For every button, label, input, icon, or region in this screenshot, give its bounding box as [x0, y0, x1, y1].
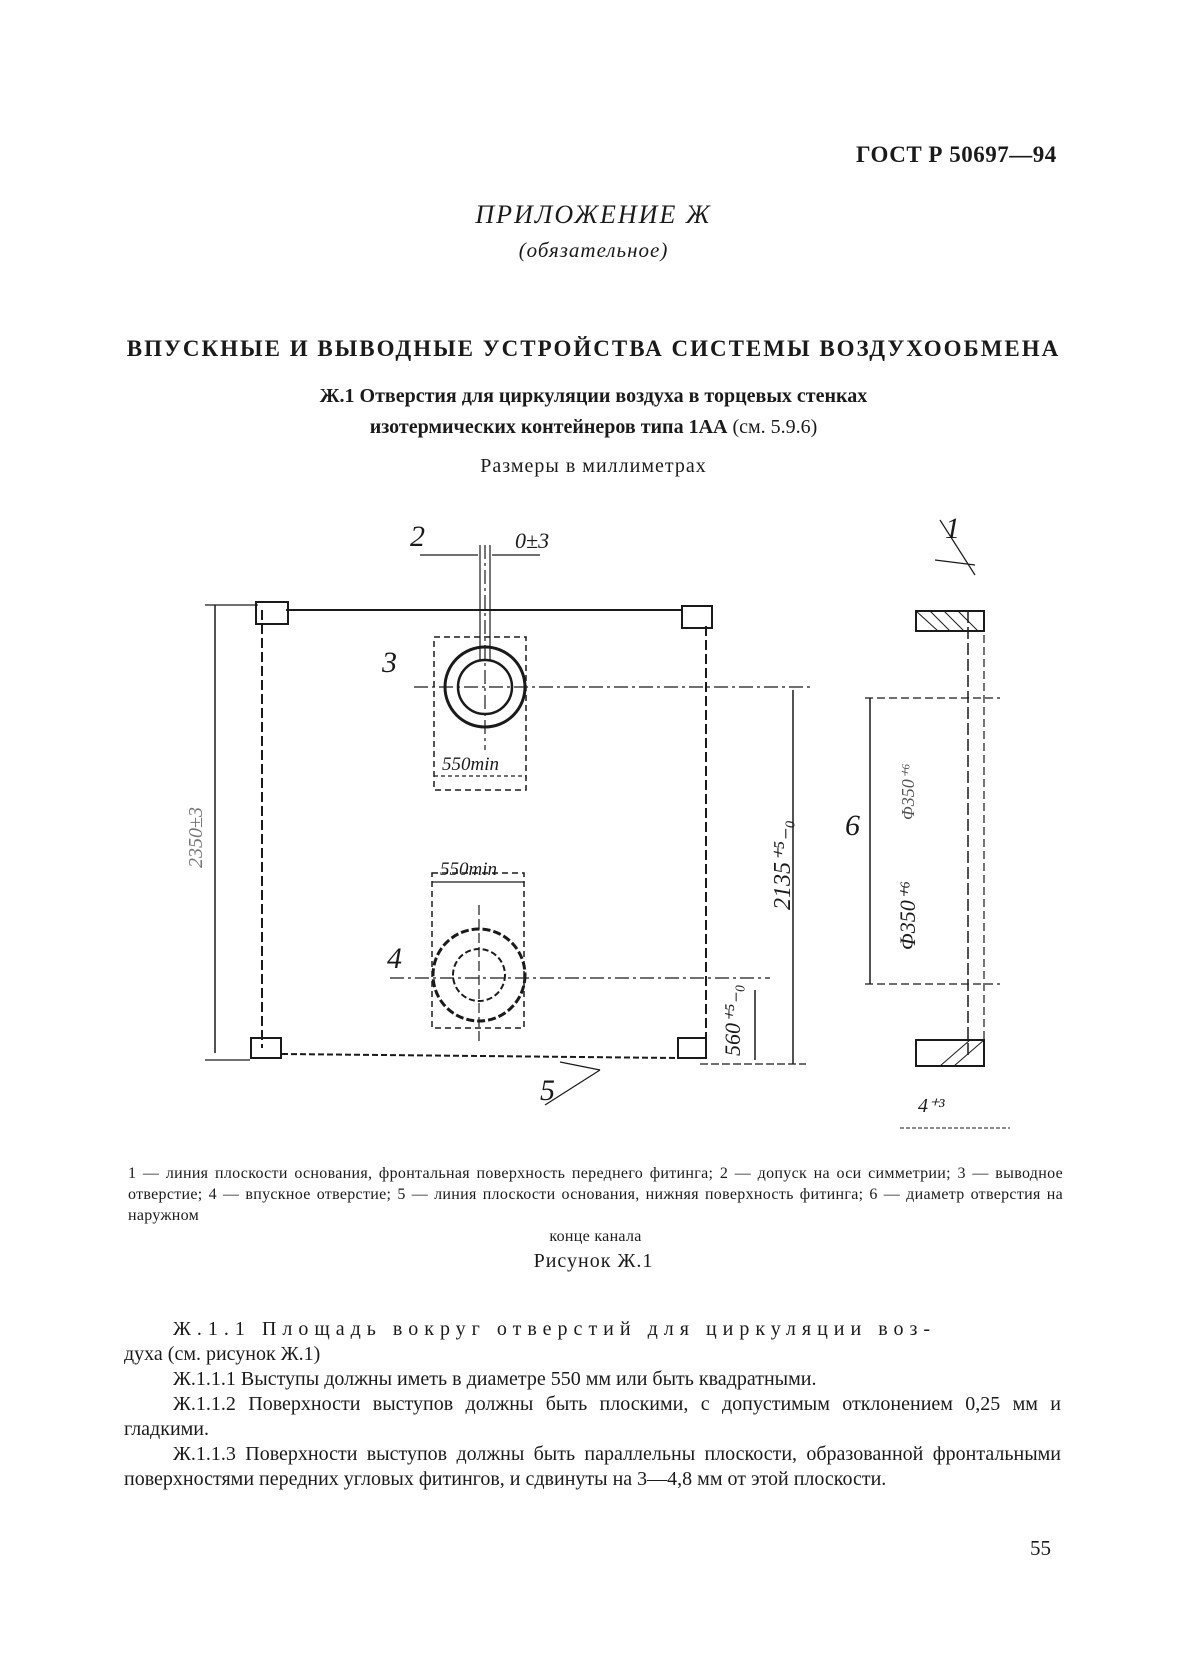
paragraph-1-spaced: Ж.1.1 Площадь вокруг отверстий для циркуляции воз- [173, 1318, 937, 1340]
side-bottom-fitting [916, 1040, 984, 1066]
figure-caption [128, 1163, 1063, 1247]
callout-1: 1 [945, 512, 960, 545]
corner-fitting-top-right [682, 606, 712, 628]
side-top-fitting [916, 611, 984, 631]
subtitle-line-2-text: изотермических контейнеров типа 1АА [369, 416, 728, 438]
dim-lower-width: 550min [440, 859, 497, 880]
subtitle-line-1: Ж.1 Отверстия для циркуляции воздуха в торцевых стенках [319, 385, 868, 407]
body-text [124, 1317, 1061, 1492]
dim-upper-width: 550min [442, 754, 499, 775]
callout-2: 2 [410, 520, 425, 553]
dim-height-left: 2350±3 [185, 807, 207, 868]
appendix-status: (обязательное) [518, 238, 669, 262]
panel-bottom-edge [282, 1054, 678, 1058]
dim-side-c: 4⁺³ [918, 1095, 945, 1117]
corner-fitting-bottom-left [251, 1038, 281, 1058]
corner-fitting-bottom-right [678, 1038, 706, 1058]
section-title: ВПУСКНЫЕ И ВЫВОДНЫЕ УСТРОЙСТВА СИСТЕМЫ ВОЗДУХООБМЕНА [126, 336, 1061, 361]
dim-gap: 0±3 [515, 528, 550, 553]
page-number: 55 [1030, 1536, 1051, 1560]
appendix-title: ПРИЛОЖЕНИЕ Ж [475, 200, 712, 229]
paragraph-2: Ж.1.1.1 Выступы должны иметь в диаметре 550 мм или быть квадратными. [173, 1368, 817, 1390]
units-note: Размеры в миллиметрах [480, 455, 707, 477]
callout-6: 6 [845, 809, 860, 842]
dim-side-a: Φ350⁺⁶ [895, 880, 920, 950]
corner-fitting-top-left [256, 602, 288, 624]
standard-code: ГОСТ Р 50697—94 [856, 142, 1057, 167]
callout-3: 3 [382, 646, 397, 679]
paragraph-3: Ж.1.1.2 Поверхности выступов должны быть плоскими, с допустимым отклонением 0,25 мм и гладкими. [124, 1393, 1061, 1440]
callout-4: 4 [387, 942, 402, 975]
paragraph-1-rest: духа (см. рисунок Ж.1) [124, 1343, 321, 1365]
dim-side-b: Φ350⁺⁶ [898, 763, 918, 820]
paragraph-4: Ж.1.1.3 Поверхности выступов должны быть параллельны плоскости, образованной фронтальными поверхностями передних угловых фитингов, и сдвинуты на 3—4,8 мм от этой плоскости. [124, 1443, 1061, 1490]
figure-label: Рисунок Ж.1 [533, 1250, 654, 1272]
dim-height-right: 2135⁺⁵₋₀ [770, 819, 796, 910]
caption-last-line: конце канала [549, 1228, 642, 1245]
callout-5: 5 [540, 1074, 555, 1107]
subtitle-ref: (см. 5.9.6) [732, 416, 818, 438]
caption-text: 1 — линия плоскости основания, фронтальная поверхность переднего фитинга; 2 — допуск на оси симметрии; 3 — выводное отверстие; 4 — впускное отверстие; 5 — линия плоскости основания, нижняя поверхность фитинга; 6 — диаметр отверстия на наружном [128, 1165, 1063, 1224]
dim-bottom-offset: 560⁺⁵₋₀ [720, 984, 745, 1056]
